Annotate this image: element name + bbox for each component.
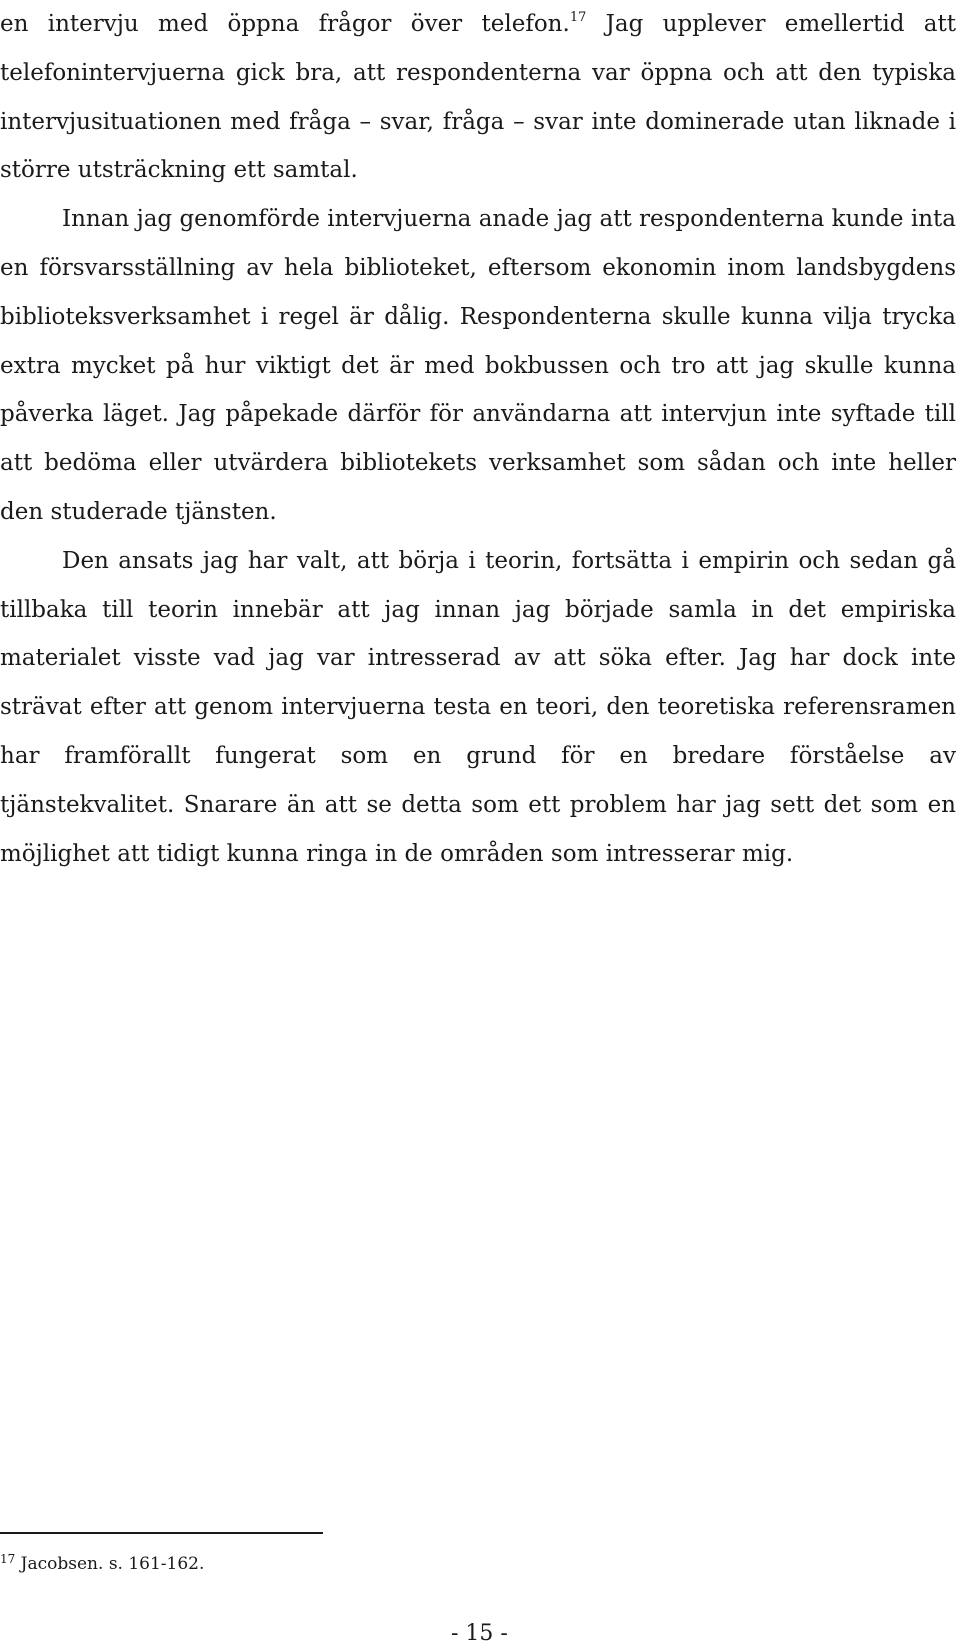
page-number: - 15 - bbox=[451, 1621, 508, 1646]
paragraph-1 bbox=[0, 0, 956, 195]
paragraph-1-text-before-ref: en intervju med öppna frågor över telefon. bbox=[0, 11, 570, 37]
footnote-text: Jacobsen. s. 161-162. bbox=[15, 1554, 205, 1574]
footnote-number: 17 bbox=[0, 1552, 16, 1566]
paragraph-2: Innan jag genomförde intervjuerna anade jag att respondenterna kunde inta en försvarsställning av hela biblioteket, eftersom ekonomin inom landsbygdens biblioteksverksamhet i regel är dålig. Respondenterna skulle kunna vilja trycka extra mycket på hur viktigt det är med bokbussen och tro att jag skulle kunna påverka läget. Jag påpekade därför för användarna att intervjun inte syftade till att bedöma eller utvärdera bibliotekets verksamhet som sådan och inte heller den studerade tjänsten. bbox=[0, 206, 956, 525]
paragraph-3: Den ansats jag har valt, att börja i teorin, fortsätta i empirin och sedan gå tillbaka till teorin innebär att jag innan jag började samla in det empiriska materialet visste vad jag var intresserad av att söka efter. Jag har dock inte strävat efter att genom intervjuerna testa en teori, den teoretiska referensramen har framförallt fungerat som en grund för en bredare förståelse av tjänstekvalitet. Snarare än att se detta som ett problem har jag sett det som en möjlighet att tidigt kunna ringa in de områden som intresserar mig. bbox=[0, 547, 956, 867]
footnote-separator bbox=[0, 1532, 323, 1534]
paragraph-1-text-after-ref: Jag upplever emellertid att telefonintervjuerna gick bra, att respondenterna var öppna och att den typiska intervjusituationen med fråga – svar, fråga – svar inte dominerade utan liknade i större utsträckning ett samtal. bbox=[0, 11, 956, 184]
footnote bbox=[0, 1552, 204, 1576]
footnote-reference[interactable]: 17 bbox=[569, 10, 587, 25]
